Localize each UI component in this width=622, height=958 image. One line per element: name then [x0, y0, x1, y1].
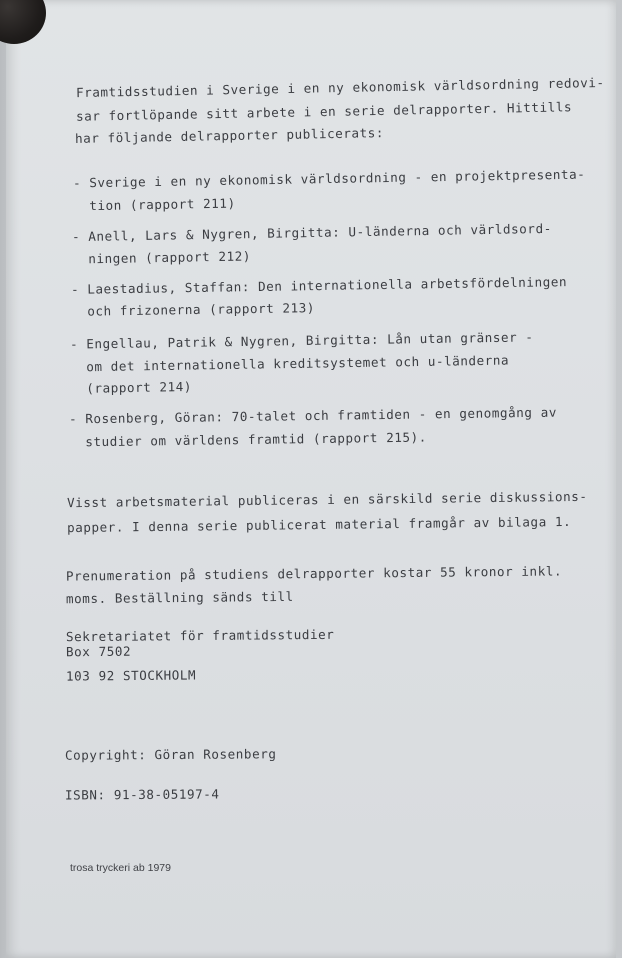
report-item-213: och frizonerna (rapport 213)	[70, 300, 316, 319]
printer-imprint: trosa tryckeri ab 1979	[70, 862, 171, 874]
report-item-215: studier om världens framtid (rapport 215).	[68, 429, 427, 450]
document-page	[6, 0, 616, 958]
address-line: 103 92 STOCKHOLM	[65, 667, 197, 684]
report-item-215: - Rosenberg, Göran: 70-talet och framtiden - en genomgång av	[68, 404, 558, 427]
subscription-text: moms. Beställning sänds till	[65, 588, 294, 607]
discussion-text: Visst arbetsmaterial publiceras i en särskild serie diskussions-	[66, 488, 588, 511]
report-item-214: (rapport 214)	[69, 379, 193, 396]
address-line: Sekretariatet för framtidsstudier	[65, 626, 335, 645]
report-item-212: ningen (rapport 212)	[71, 248, 252, 267]
copyright-line: Copyright: Göran Rosenberg	[64, 746, 277, 763]
address-line: Box 7502	[65, 643, 132, 660]
isbn-line: ISBN: 91-38-05197-4	[64, 786, 220, 803]
subscription-text: Prenumeration på studiens delrapporter kostar 55 kronor inkl.	[65, 563, 563, 584]
discussion-text: papper. I denna serie publicerat material framgår av bilaga 1.	[66, 513, 572, 536]
report-item-211: tion (rapport 211)	[72, 195, 236, 214]
intro-line: Framtidsstudien i Sverige i en ny ekonomisk världsordning redovi-	[75, 74, 605, 101]
report-item-212: - Anell, Lars & Nygren, Birgitta: U-länderna och världsord-	[71, 220, 552, 245]
report-item-213: - Laestadius, Staffan: Den internationella arbetsfördelningen	[70, 274, 568, 297]
report-item-214: - Engellau, Patrik & Nygren, Birgitta: Lån utan gränser -	[69, 329, 534, 352]
intro-line: har följande delrapporter publicerats:	[74, 125, 385, 146]
report-item-214: om det internationella kreditsystemet och u-länderna	[69, 352, 510, 375]
intro-line: sar fortlöpande sitt arbete i en serie delrapporter. Hittills	[75, 99, 573, 124]
report-item-211: - Sverige i en ny ekonomisk världsordning - en projektpresenta-	[72, 166, 586, 191]
